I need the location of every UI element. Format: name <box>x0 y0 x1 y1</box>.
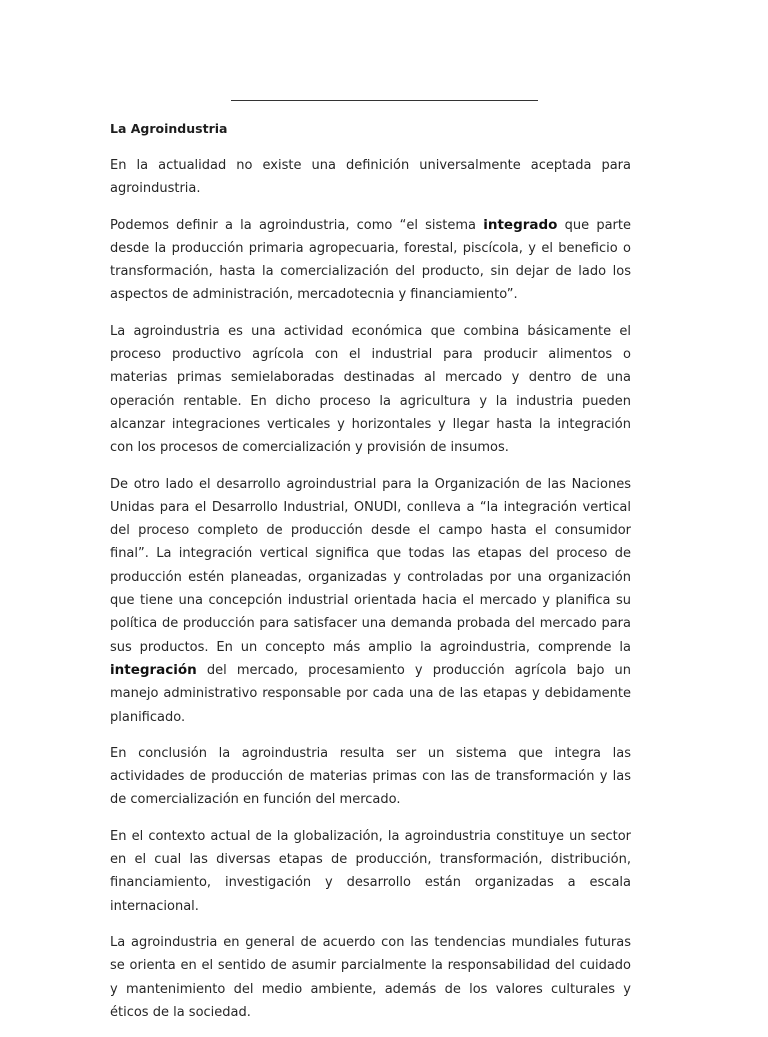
document-body <box>110 119 631 1037</box>
paragraph-environment <box>110 931 631 1024</box>
paragraph-onudi <box>110 473 631 729</box>
header-rule <box>231 100 538 101</box>
paragraph-economic-activity <box>110 320 631 460</box>
paragraph-text: del mercado, procesamiento y producción agrícola bajo un manejo administrativo responsable por cada una de las etapas y debidamente planificado. <box>110 662 631 725</box>
paragraph-intro <box>110 154 631 201</box>
highlighted-term: integración <box>110 661 197 678</box>
highlighted-term: integrado <box>483 216 558 233</box>
paragraph-text: La agroindustria es una actividad económica que combina básicamente el proceso productivo agrícola con el industrial para producir alimentos o materias primas semielaboradas destinadas al mercado y dentro de una operación rentable. En dicho proceso la agricultura y la industria pueden alcanzar integraciones verticales y horizontales y llegar hasta la integración con los procesos de comercialización y provisión de insumos. <box>110 323 631 456</box>
paragraph-text: De otro lado el desarrollo agroindustrial para la Organización de las Naciones Unidas para el Desarrollo Industrial, ONUDI, conlleva a “la integración vertical del proceso completo de producción desde el campo hasta el consumidor final”. La integración vertical significa que todas las etapas del proceso de producción estén planeadas, organizadas y controladas por una organización que tiene una concepción industrial orientada hacia el mercado y planifica su política de producción para satisfacer una demanda probada del mercado para sus productos. En un concepto más amplio la agroindustria, comprende la <box>110 476 631 655</box>
paragraph-text: Podemos definir a la agroindustria, como “el sistema <box>110 217 484 233</box>
paragraph-text: que parte desde la producción primaria agropecuaria, forestal, piscícola, y el beneficio o transformación, hasta la comercialización del producto, sin dejar de lado los aspectos de administración, mercadotecnia y financiamiento”. <box>110 217 631 303</box>
paragraph-text: En la actualidad no existe una definición universalmente aceptada para agroindustria. <box>110 158 631 197</box>
paragraph-definition <box>110 214 631 307</box>
paragraph-conclusion <box>110 742 631 812</box>
document-title: La Agroindustria <box>110 121 228 136</box>
paragraph-globalization <box>110 825 631 918</box>
paragraph-text: La agroindustria en general de acuerdo con las tendencias mundiales futuras se orienta en el sentido de asumir parcialmente la responsabilidad del cuidado y mantenimiento del medio ambiente, además de los valores culturales y éticos de la sociedad. <box>110 934 631 1020</box>
paragraph-text: En el contexto actual de la globalización, la agroindustria constituye un sector en el cual las diversas etapas de producción, transformación, distribución, financiamiento, investigación y desarrollo están organizadas a escala internacional. <box>110 828 631 914</box>
paragraph-text: En conclusión la agroindustria resulta ser un sistema que integra las actividades de producción de materias primas con las de transformación y las de comercialización en función del mercado. <box>110 745 631 808</box>
